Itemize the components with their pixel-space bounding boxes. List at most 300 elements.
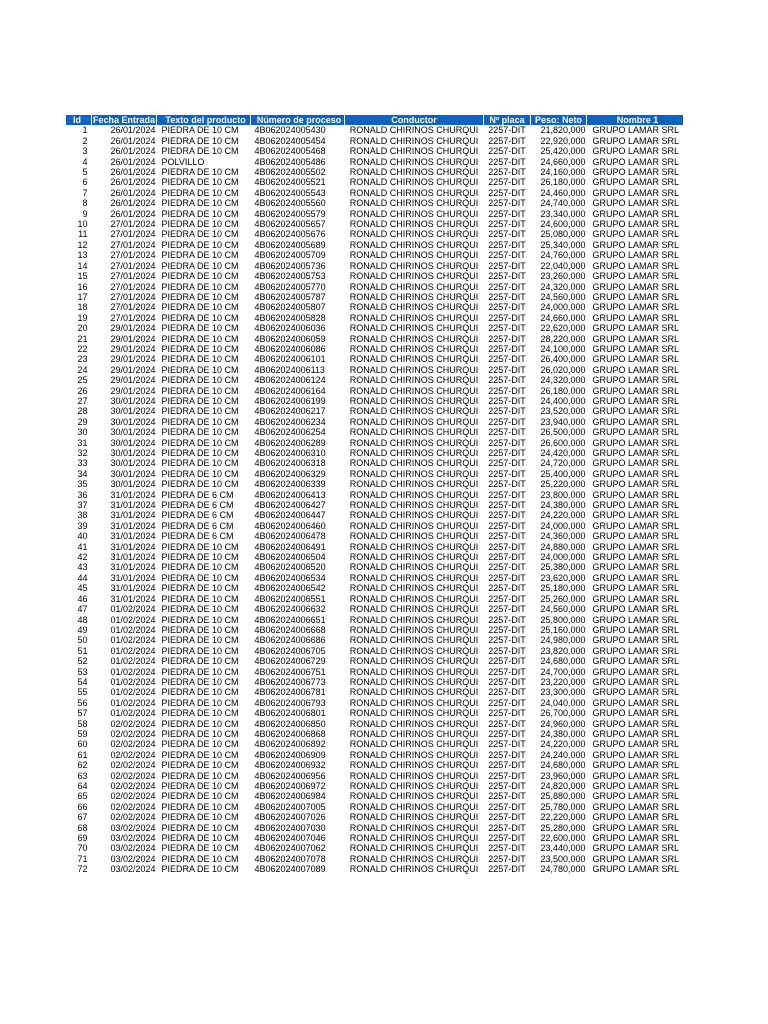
- cell-numero-proceso: 4B062024006318: [254, 458, 326, 469]
- cell-peso-neto: 24,680,000: [540, 760, 586, 771]
- cell-placa: 2257-DIT: [488, 833, 526, 844]
- cell-numero-proceso: 4B062024005676: [254, 229, 326, 240]
- cell-placa: 2257-DIT: [488, 749, 526, 760]
- table-row[interactable]: [66, 136, 684, 146]
- cell-peso-neto: 25,340,000: [540, 239, 586, 250]
- cell-nombre: GRUPO LAMAR SRL: [592, 343, 680, 354]
- table-row[interactable]: [66, 823, 684, 833]
- cell-placa: 2257-DIT: [488, 822, 526, 833]
- cell-placa: 2257-DIT: [488, 697, 526, 708]
- cell-texto-producto: PIEDRA DE 6 CM: [161, 520, 234, 531]
- table-row[interactable]: [66, 781, 684, 791]
- cell-nombre: GRUPO LAMAR SRL: [592, 718, 680, 729]
- table-row[interactable]: [66, 375, 684, 385]
- table-row[interactable]: [66, 261, 684, 271]
- cell-peso-neto: 23,220,000: [540, 676, 586, 687]
- table-row[interactable]: [66, 458, 684, 468]
- cell-texto-producto: PIEDRA DE 10 CM: [161, 718, 239, 729]
- cell-id: 27: [77, 395, 88, 406]
- cell-fecha-entrada: 27/01/2024: [110, 219, 156, 230]
- table-row[interactable]: [66, 167, 684, 177]
- cell-nombre: GRUPO LAMAR SRL: [592, 479, 680, 490]
- table-row[interactable]: [66, 531, 684, 541]
- col-header-fecha-entrada[interactable]: Fecha Entrada: [93, 115, 156, 125]
- table-row[interactable]: [66, 323, 684, 333]
- table-row[interactable]: [66, 719, 684, 729]
- cell-id: 57: [77, 708, 88, 719]
- cell-numero-proceso: 4B062024006551: [254, 593, 326, 604]
- cell-fecha-entrada: 26/01/2024: [110, 125, 156, 136]
- cell-nombre: GRUPO LAMAR SRL: [592, 333, 680, 344]
- cell-fecha-entrada: 27/01/2024: [110, 271, 156, 282]
- cell-fecha-entrada: 30/01/2024: [110, 427, 156, 438]
- cell-id: 50: [77, 635, 88, 646]
- table-row[interactable]: [66, 490, 684, 500]
- table-row[interactable]: [66, 229, 684, 239]
- cell-id: 32: [77, 448, 88, 458]
- cell-fecha-entrada: 27/01/2024: [110, 302, 156, 313]
- table-row[interactable]: [66, 625, 684, 635]
- cell-numero-proceso: 4B062024006984: [254, 791, 326, 802]
- col-header-texto-producto[interactable]: Texto del producto: [157, 115, 251, 125]
- table-row[interactable]: [66, 406, 684, 416]
- cell-numero-proceso: 4B062024006447: [254, 510, 326, 521]
- cell-placa: 2257-DIT: [488, 291, 526, 302]
- cell-conductor: RONALD CHIRINOS CHURQUI: [349, 614, 479, 625]
- cell-texto-producto: PIEDRA DE 10 CM: [161, 760, 239, 771]
- cell-texto-producto: PIEDRA DE 10 CM: [161, 375, 239, 386]
- cell-conductor: RONALD CHIRINOS CHURQUI: [349, 125, 479, 136]
- table-row[interactable]: [66, 854, 684, 864]
- cell-numero-proceso: 4B062024007005: [254, 801, 326, 812]
- cell-numero-proceso: 4B062024006310: [254, 448, 326, 458]
- table-row[interactable]: [66, 656, 684, 666]
- cell-placa: 2257-DIT: [488, 406, 526, 417]
- cell-fecha-entrada: 01/02/2024: [110, 635, 156, 646]
- table-row[interactable]: [66, 125, 684, 135]
- cell-placa: 2257-DIT: [488, 281, 526, 292]
- cell-id: 67: [77, 812, 88, 823]
- cell-fecha-entrada: 01/02/2024: [110, 708, 156, 719]
- cell-fecha-entrada: 26/01/2024: [110, 177, 156, 188]
- cell-fecha-entrada: 27/01/2024: [110, 291, 156, 302]
- cell-peso-neto: 25,260,000: [540, 593, 586, 604]
- cell-peso-neto: 26,180,000: [540, 177, 586, 188]
- table-row[interactable]: [66, 427, 684, 437]
- cell-peso-neto: 25,420,000: [540, 146, 586, 157]
- cell-conductor: RONALD CHIRINOS CHURQUI: [349, 562, 479, 573]
- cell-peso-neto: 24,240,000: [540, 749, 586, 760]
- cell-id: 35: [77, 479, 88, 490]
- cell-nombre: GRUPO LAMAR SRL: [592, 614, 680, 625]
- cell-numero-proceso: 4B062024006850: [254, 718, 326, 729]
- cell-nombre: GRUPO LAMAR SRL: [592, 302, 680, 313]
- table-row[interactable]: [66, 583, 684, 593]
- table-row[interactable]: [66, 698, 684, 708]
- cell-texto-producto: PIEDRA DE 10 CM: [161, 812, 239, 823]
- table-row[interactable]: [66, 157, 684, 167]
- cell-fecha-entrada: 01/02/2024: [110, 687, 156, 698]
- cell-conductor: RONALD CHIRINOS CHURQUI: [349, 312, 479, 323]
- cell-nombre: GRUPO LAMAR SRL: [592, 541, 680, 552]
- cell-placa: 2257-DIT: [488, 448, 526, 458]
- table-row[interactable]: [66, 864, 684, 874]
- cell-peso-neto: 24,380,000: [540, 728, 586, 739]
- cell-fecha-entrada: 31/01/2024: [110, 583, 156, 594]
- cell-id: 28: [77, 406, 88, 417]
- table-row[interactable]: [66, 177, 684, 187]
- cell-texto-producto: PIEDRA DE 10 CM: [161, 229, 239, 240]
- cell-conductor: RONALD CHIRINOS CHURQUI: [349, 708, 479, 719]
- cell-placa: 2257-DIT: [488, 562, 526, 573]
- cell-id: 4: [82, 156, 88, 167]
- cell-nombre: GRUPO LAMAR SRL: [592, 708, 680, 719]
- cell-placa: 2257-DIT: [488, 167, 526, 178]
- cell-fecha-entrada: 29/01/2024: [110, 323, 156, 334]
- cell-numero-proceso: 4B062024007078: [254, 853, 326, 864]
- cell-fecha-entrada: 30/01/2024: [110, 395, 156, 406]
- table-row[interactable]: [66, 219, 684, 229]
- table-row[interactable]: [66, 521, 684, 531]
- cell-placa: 2257-DIT: [488, 500, 526, 511]
- cell-id: 40: [77, 531, 88, 542]
- cell-id: 18: [77, 302, 88, 313]
- cell-conductor: RONALD CHIRINOS CHURQUI: [349, 541, 479, 552]
- cell-placa: 2257-DIT: [488, 593, 526, 604]
- cell-id: 37: [77, 500, 88, 511]
- table-row[interactable]: [66, 562, 684, 572]
- col-header-nombre[interactable]: Nombre 1: [587, 115, 684, 125]
- cell-numero-proceso: 4B062024006773: [254, 676, 326, 687]
- cell-numero-proceso: 4B062024005807: [254, 302, 326, 313]
- cell-placa: 2257-DIT: [488, 302, 526, 313]
- cell-peso-neto: 25,180,000: [540, 583, 586, 594]
- col-header-id[interactable]: Id: [66, 115, 92, 125]
- table-row[interactable]: [66, 250, 684, 260]
- cell-conductor: RONALD CHIRINOS CHURQUI: [349, 219, 479, 230]
- table-row[interactable]: [66, 334, 684, 344]
- cell-id: 17: [77, 291, 88, 302]
- cell-nombre: GRUPO LAMAR SRL: [592, 219, 680, 230]
- cell-texto-producto: PIEDRA DE 10 CM: [161, 843, 239, 854]
- cell-placa: 2257-DIT: [488, 645, 526, 656]
- table-row[interactable]: [66, 209, 684, 219]
- cell-conductor: RONALD CHIRINOS CHURQUI: [349, 853, 479, 864]
- table-row[interactable]: [66, 812, 684, 822]
- cell-numero-proceso: 4B062024006668: [254, 624, 326, 635]
- cell-peso-neto: 25,160,000: [540, 624, 586, 635]
- cell-nombre: GRUPO LAMAR SRL: [592, 520, 680, 531]
- cell-numero-proceso: 4B062024005579: [254, 208, 326, 219]
- cell-peso-neto: 22,220,000: [540, 812, 586, 823]
- cell-id: 38: [77, 510, 88, 521]
- cell-conductor: RONALD CHIRINOS CHURQUI: [349, 448, 479, 458]
- cell-conductor: RONALD CHIRINOS CHURQUI: [349, 760, 479, 771]
- table-row[interactable]: [66, 500, 684, 510]
- cell-numero-proceso: 4B062024005560: [254, 198, 326, 209]
- cell-peso-neto: 24,100,000: [540, 343, 586, 354]
- cell-nombre: GRUPO LAMAR SRL: [592, 739, 680, 750]
- cell-nombre: GRUPO LAMAR SRL: [592, 416, 680, 427]
- cell-conductor: RONALD CHIRINOS CHURQUI: [349, 395, 479, 406]
- table-row[interactable]: [66, 615, 684, 625]
- cell-numero-proceso: 4B062024005502: [254, 167, 326, 178]
- cell-peso-neto: 24,820,000: [540, 781, 586, 791]
- cell-fecha-entrada: 01/02/2024: [110, 604, 156, 615]
- cell-texto-producto: PIEDRA DE 10 CM: [161, 635, 239, 646]
- cell-texto-producto: PIEDRA DE 10 CM: [161, 781, 239, 791]
- cell-nombre: GRUPO LAMAR SRL: [592, 656, 680, 667]
- cell-peso-neto: 23,820,000: [540, 645, 586, 656]
- table-row[interactable]: [66, 552, 684, 562]
- cell-texto-producto: PIEDRA DE 10 CM: [161, 656, 239, 667]
- table-row[interactable]: [66, 510, 684, 520]
- cell-conductor: RONALD CHIRINOS CHURQUI: [349, 229, 479, 240]
- cell-nombre: GRUPO LAMAR SRL: [592, 676, 680, 687]
- cell-fecha-entrada: 01/02/2024: [110, 645, 156, 656]
- table-row[interactable]: [66, 146, 684, 156]
- cell-fecha-entrada: 30/01/2024: [110, 416, 156, 427]
- col-header-conductor[interactable]: Conductor: [345, 115, 484, 125]
- cell-fecha-entrada: 26/01/2024: [110, 146, 156, 157]
- table-row[interactable]: [66, 802, 684, 812]
- cell-conductor: RONALD CHIRINOS CHURQUI: [349, 666, 479, 677]
- cell-texto-producto: PIEDRA DE 10 CM: [161, 687, 239, 698]
- cell-peso-neto: 24,660,000: [540, 156, 586, 167]
- cell-placa: 2257-DIT: [488, 458, 526, 469]
- col-header-placa[interactable]: Nº placa: [484, 115, 531, 125]
- cell-peso-neto: 25,880,000: [540, 791, 586, 802]
- table-row[interactable]: [66, 833, 684, 843]
- cell-nombre: GRUPO LAMAR SRL: [592, 645, 680, 656]
- cell-nombre: GRUPO LAMAR SRL: [592, 177, 680, 188]
- cell-placa: 2257-DIT: [488, 125, 526, 136]
- cell-peso-neto: 24,960,000: [540, 718, 586, 729]
- cell-nombre: GRUPO LAMAR SRL: [592, 167, 680, 178]
- cell-peso-neto: 24,220,000: [540, 510, 586, 521]
- cell-numero-proceso: 4B062024005543: [254, 187, 326, 198]
- cell-texto-producto: PIEDRA DE 10 CM: [161, 333, 239, 344]
- cell-placa: 2257-DIT: [488, 718, 526, 729]
- table-row[interactable]: [66, 198, 684, 208]
- cell-numero-proceso: 4B062024006491: [254, 541, 326, 552]
- cell-nombre: GRUPO LAMAR SRL: [592, 687, 680, 698]
- cell-id: 3: [82, 146, 88, 157]
- cell-conductor: RONALD CHIRINOS CHURQUI: [349, 260, 479, 271]
- cell-id: 20: [77, 323, 88, 334]
- cell-nombre: GRUPO LAMAR SRL: [592, 500, 680, 511]
- cell-texto-producto: PIEDRA DE 10 CM: [161, 198, 239, 209]
- table-row[interactable]: [66, 635, 684, 645]
- table-row[interactable]: [66, 240, 684, 250]
- cell-texto-producto: PIEDRA DE 10 CM: [161, 864, 239, 875]
- cell-nombre: GRUPO LAMAR SRL: [592, 323, 680, 334]
- cell-id: 69: [77, 833, 88, 844]
- cell-placa: 2257-DIT: [488, 312, 526, 323]
- table-row[interactable]: [66, 271, 684, 281]
- cell-id: 72: [77, 864, 88, 875]
- cell-conductor: RONALD CHIRINOS CHURQUI: [349, 406, 479, 417]
- cell-nombre: GRUPO LAMAR SRL: [592, 749, 680, 760]
- cell-peso-neto: 26,600,000: [540, 437, 586, 448]
- cell-id: 11: [78, 229, 88, 240]
- cell-nombre: GRUPO LAMAR SRL: [592, 312, 680, 323]
- cell-peso-neto: 24,700,000: [540, 666, 586, 677]
- cell-peso-neto: 24,400,000: [540, 395, 586, 406]
- cell-texto-producto: POLVILLO: [161, 156, 205, 167]
- cell-placa: 2257-DIT: [488, 250, 526, 261]
- cell-placa: 2257-DIT: [488, 583, 526, 594]
- cell-conductor: RONALD CHIRINOS CHURQUI: [349, 801, 479, 812]
- cell-placa: 2257-DIT: [488, 728, 526, 739]
- cell-peso-neto: 26,700,000: [540, 708, 586, 719]
- cell-nombre: GRUPO LAMAR SRL: [592, 239, 680, 250]
- table-row[interactable]: [66, 604, 684, 614]
- cell-texto-producto: PIEDRA DE 10 CM: [161, 468, 239, 479]
- cell-conductor: RONALD CHIRINOS CHURQUI: [349, 572, 479, 583]
- table-row[interactable]: [66, 791, 684, 801]
- cell-numero-proceso: 4B062024007089: [254, 864, 326, 875]
- cell-numero-proceso: 4B062024005753: [254, 271, 326, 282]
- table-row[interactable]: [66, 386, 684, 396]
- cell-id: 53: [77, 666, 88, 677]
- cell-nombre: GRUPO LAMAR SRL: [592, 260, 680, 271]
- cell-fecha-entrada: 02/02/2024: [110, 718, 156, 729]
- cell-nombre: GRUPO LAMAR SRL: [592, 458, 680, 469]
- cell-texto-producto: PIEDRA DE 10 CM: [161, 271, 239, 282]
- table-row[interactable]: [66, 687, 684, 697]
- cell-texto-producto: PIEDRA DE 10 CM: [161, 791, 239, 802]
- cell-texto-producto: PIEDRA DE 10 CM: [161, 406, 239, 417]
- table-row[interactable]: [66, 750, 684, 760]
- cell-peso-neto: 24,560,000: [540, 291, 586, 302]
- table-row[interactable]: [66, 573, 684, 583]
- table-row[interactable]: [66, 365, 684, 375]
- cell-fecha-entrada: 27/01/2024: [110, 239, 156, 250]
- table-row[interactable]: [66, 438, 684, 448]
- cell-id: 36: [77, 489, 88, 500]
- cell-placa: 2257-DIT: [488, 510, 526, 521]
- table-row[interactable]: [66, 396, 684, 406]
- cell-id: 47: [77, 604, 88, 615]
- table-row[interactable]: [66, 542, 684, 552]
- table-row[interactable]: [66, 313, 684, 323]
- cell-numero-proceso: 4B062024007062: [254, 843, 326, 854]
- cell-numero-proceso: 4B062024005657: [254, 219, 326, 230]
- cell-id: 19: [77, 312, 88, 323]
- table-row[interactable]: [66, 302, 684, 312]
- cell-texto-producto: PIEDRA DE 10 CM: [161, 146, 239, 157]
- cell-fecha-entrada: 29/01/2024: [110, 343, 156, 354]
- cell-texto-producto: PIEDRA DE 10 CM: [161, 770, 239, 781]
- cell-peso-neto: 24,320,000: [540, 281, 586, 292]
- cell-placa: 2257-DIT: [488, 385, 526, 396]
- cell-conductor: RONALD CHIRINOS CHURQUI: [349, 177, 479, 188]
- cell-id: 43: [77, 562, 88, 573]
- table-row[interactable]: [66, 843, 684, 853]
- cell-texto-producto: PIEDRA DE 10 CM: [161, 125, 239, 136]
- cell-conductor: RONALD CHIRINOS CHURQUI: [349, 624, 479, 635]
- cell-nombre: GRUPO LAMAR SRL: [592, 843, 680, 854]
- table-row[interactable]: [66, 739, 684, 749]
- cell-conductor: RONALD CHIRINOS CHURQUI: [349, 864, 479, 875]
- cell-nombre: GRUPO LAMAR SRL: [592, 156, 680, 167]
- table-row[interactable]: [66, 594, 684, 604]
- cell-fecha-entrada: 26/01/2024: [110, 156, 156, 167]
- cell-numero-proceso: 4B062024005736: [254, 260, 326, 271]
- table-row[interactable]: [66, 760, 684, 770]
- table-row[interactable]: [66, 677, 684, 687]
- cell-placa: 2257-DIT: [488, 229, 526, 240]
- cell-numero-proceso: 4B062024007046: [254, 833, 326, 844]
- cell-fecha-entrada: 02/02/2024: [110, 791, 156, 802]
- cell-numero-proceso: 4B062024007030: [254, 822, 326, 833]
- table-row[interactable]: [66, 771, 684, 781]
- cell-numero-proceso: 4B062024006427: [254, 500, 326, 511]
- table-row[interactable]: [66, 479, 684, 489]
- cell-nombre: GRUPO LAMAR SRL: [592, 364, 680, 375]
- cell-placa: 2257-DIT: [488, 666, 526, 677]
- cell-placa: 2257-DIT: [488, 271, 526, 282]
- cell-nombre: GRUPO LAMAR SRL: [592, 760, 680, 771]
- col-header-numero-proceso[interactable]: Número de proceso: [251, 115, 345, 125]
- cell-peso-neto: 26,400,000: [540, 354, 586, 365]
- cell-numero-proceso: 4B062024006164: [254, 385, 326, 396]
- table-row[interactable]: [66, 469, 684, 479]
- cell-texto-producto: PIEDRA DE 10 CM: [161, 614, 239, 625]
- table-row[interactable]: [66, 282, 684, 292]
- cell-texto-producto: PIEDRA DE 10 CM: [161, 552, 239, 563]
- table-row[interactable]: [66, 448, 684, 458]
- table-row[interactable]: [66, 729, 684, 739]
- cell-id: 55: [77, 687, 88, 698]
- cell-peso-neto: 24,420,000: [540, 448, 586, 458]
- table-row[interactable]: [66, 646, 684, 656]
- cell-peso-neto: 23,440,000: [540, 843, 586, 854]
- cell-texto-producto: PIEDRA DE 10 CM: [161, 395, 239, 406]
- cell-nombre: GRUPO LAMAR SRL: [592, 437, 680, 448]
- cell-placa: 2257-DIT: [488, 801, 526, 812]
- cell-id: 62: [77, 760, 88, 771]
- cell-fecha-entrada: 31/01/2024: [110, 593, 156, 604]
- table-row[interactable]: [66, 344, 684, 354]
- table-row[interactable]: [66, 708, 684, 718]
- cell-peso-neto: 24,720,000: [540, 458, 586, 469]
- cell-numero-proceso: 4B062024006124: [254, 375, 326, 386]
- cell-fecha-entrada: 30/01/2024: [110, 406, 156, 417]
- col-header-peso-neto[interactable]: Peso: Neto: [531, 115, 587, 125]
- cell-numero-proceso: 4B062024005828: [254, 312, 326, 323]
- cell-peso-neto: 23,800,000: [540, 489, 586, 500]
- table-row[interactable]: [66, 417, 684, 427]
- cell-texto-producto: PIEDRA DE 10 CM: [161, 708, 239, 719]
- cell-numero-proceso: 4B062024005430: [254, 125, 326, 136]
- cell-fecha-entrada: 31/01/2024: [110, 572, 156, 583]
- cell-peso-neto: 23,260,000: [540, 271, 586, 282]
- table-row[interactable]: [66, 354, 684, 364]
- table-row[interactable]: [66, 667, 684, 677]
- cell-nombre: GRUPO LAMAR SRL: [592, 552, 680, 563]
- table-row[interactable]: [66, 292, 684, 302]
- cell-conductor: RONALD CHIRINOS CHURQUI: [349, 437, 479, 448]
- cell-conductor: RONALD CHIRINOS CHURQUI: [349, 468, 479, 479]
- cell-peso-neto: 24,380,000: [540, 500, 586, 511]
- cell-placa: 2257-DIT: [488, 708, 526, 719]
- table-row[interactable]: [66, 188, 684, 198]
- cell-conductor: RONALD CHIRINOS CHURQUI: [349, 749, 479, 760]
- cell-numero-proceso: 4B062024005787: [254, 291, 326, 302]
- cell-id: 29: [77, 416, 88, 427]
